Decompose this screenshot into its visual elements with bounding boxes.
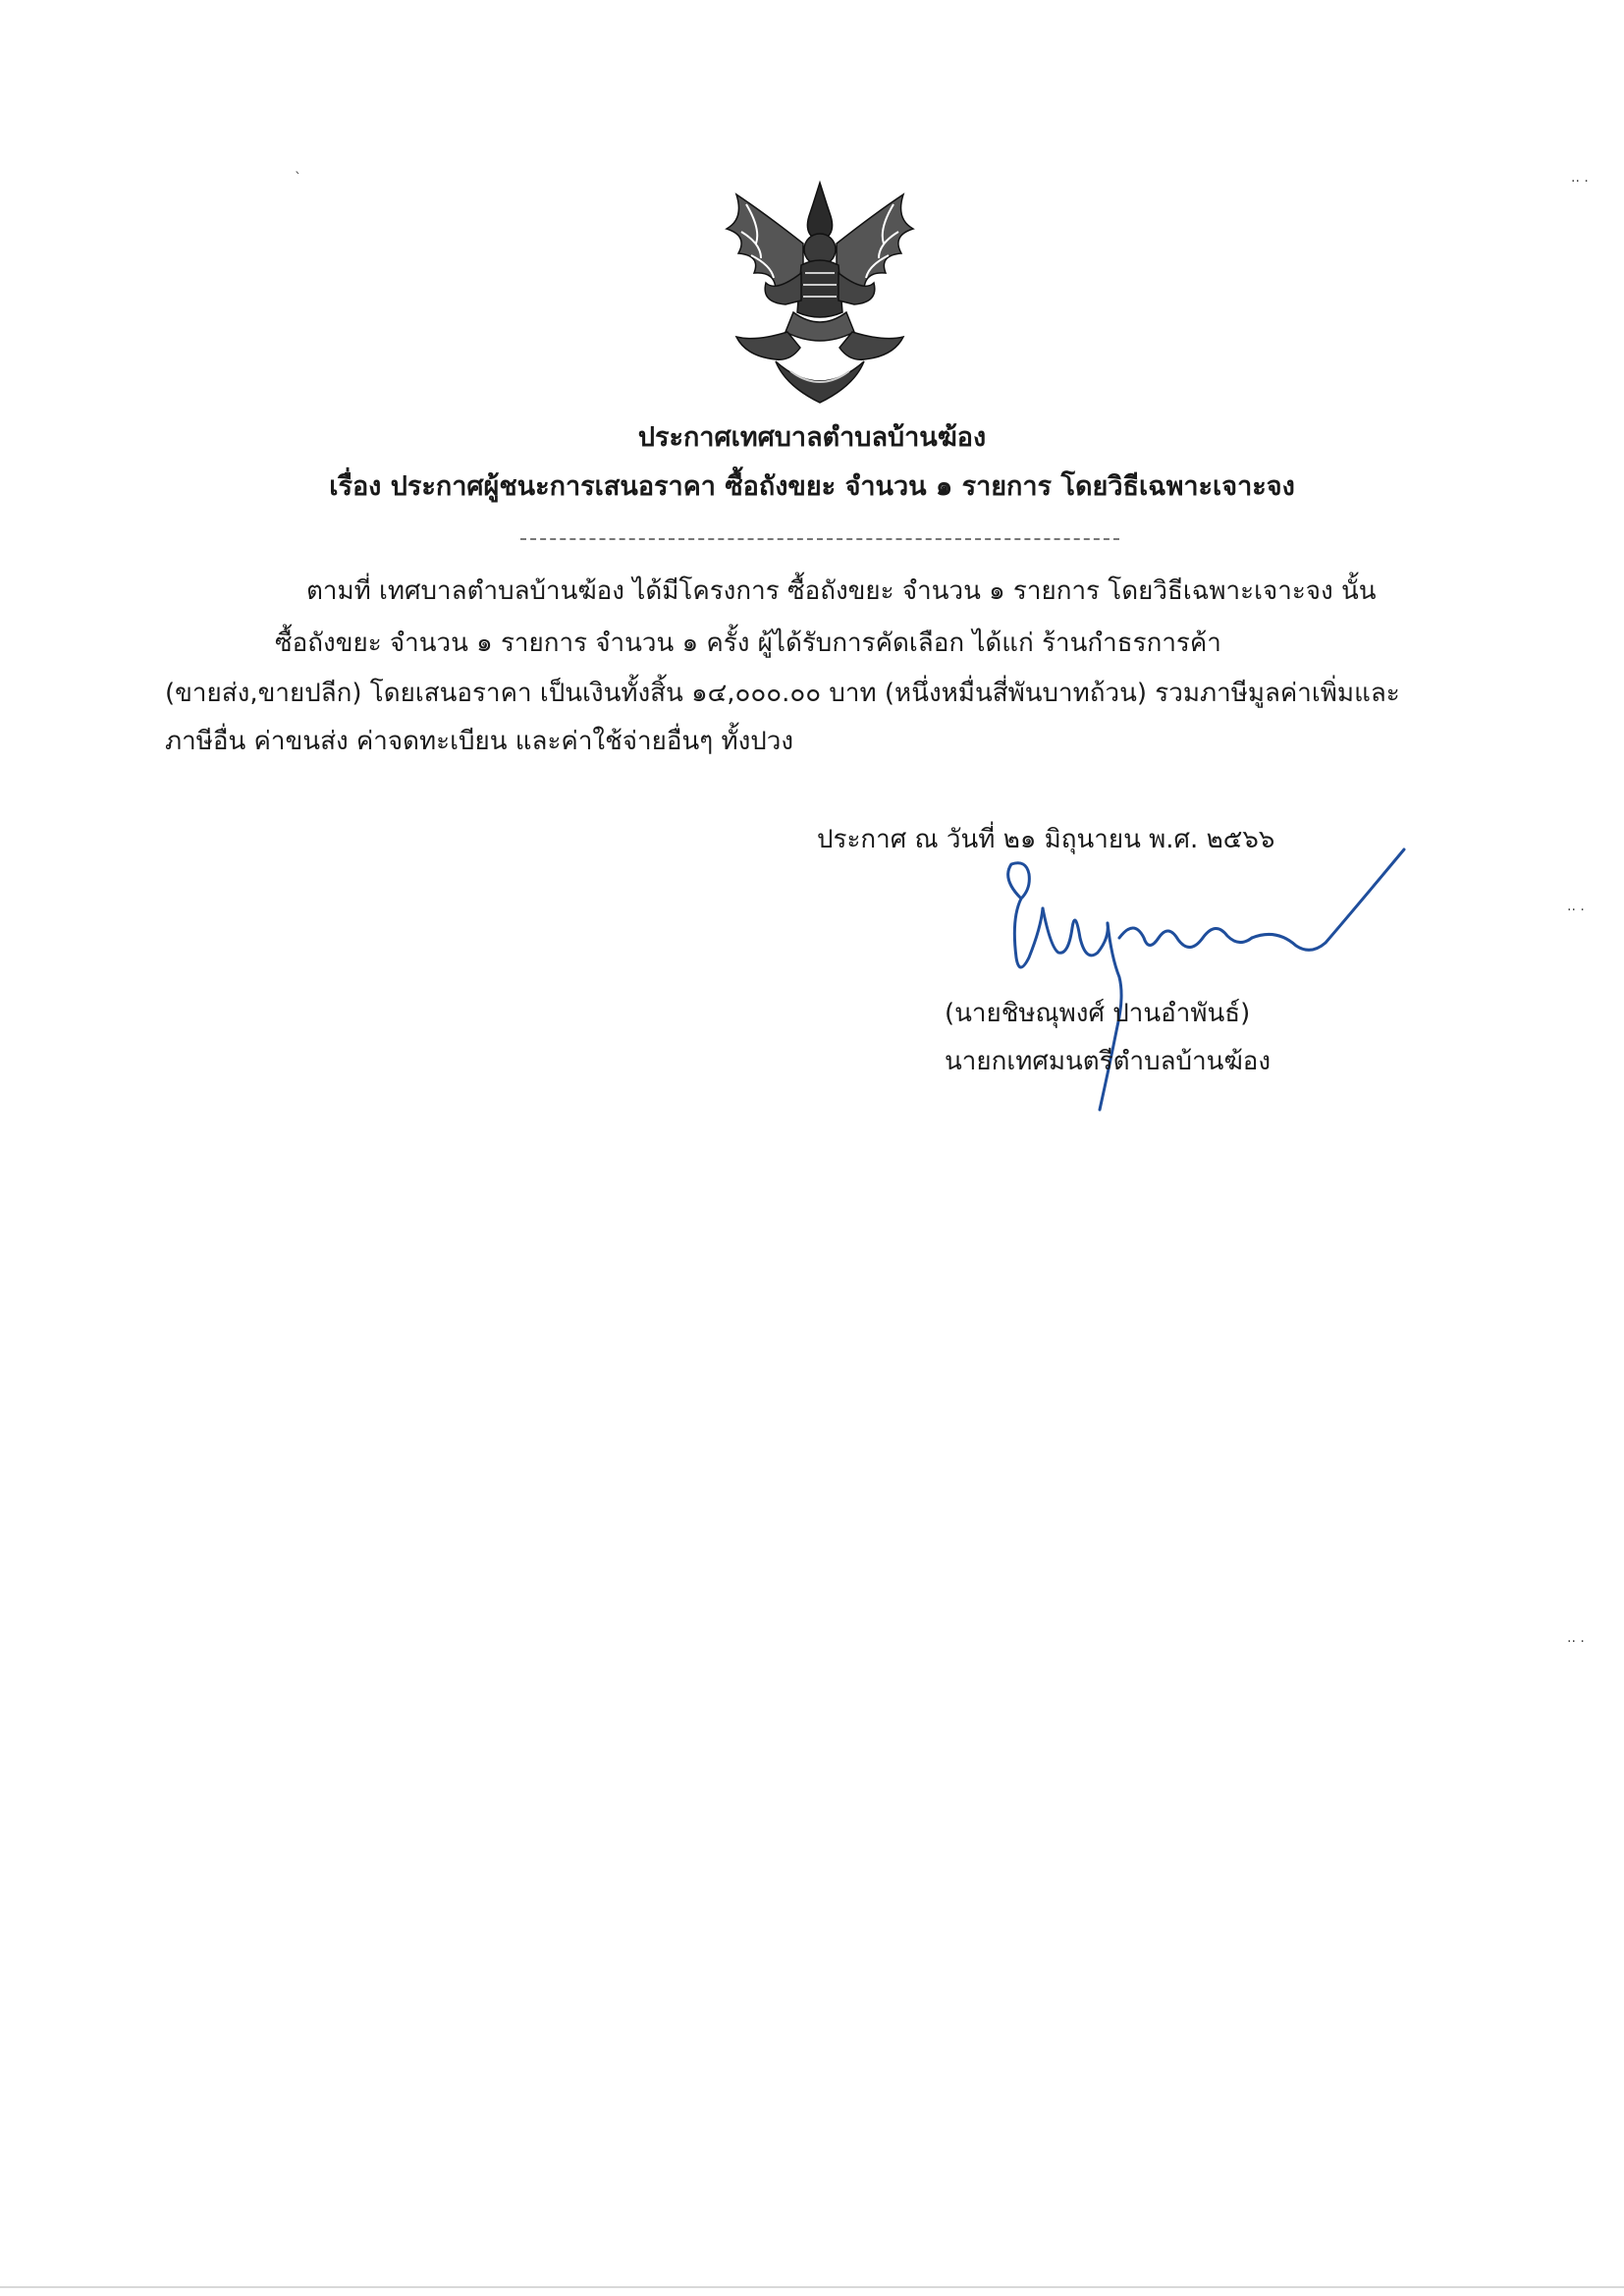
scan-speck: ·· · (1567, 1634, 1585, 1650)
body-line-4: ภาษีอื่น ค่าขนส่ง ค่าจดทะเบียน และค่าใช้จ่ายอื่นๆ ทั้งปวง (165, 727, 794, 756)
garuda-emblem-icon (707, 175, 933, 410)
scan-speck: ·· · (1571, 174, 1589, 190)
signature-icon (982, 830, 1443, 1124)
announcement-title: ประกาศเทศบาลตำบลบ้านฆ้อง (637, 422, 987, 453)
announcement-subject: เรื่อง ประกาศผู้ชนะการเสนอราคา ซื้อถังขยะ จำนวน ๑ รายการ โดยวิธีเฉพาะเจาะจง (329, 471, 1295, 502)
scan-speck: ·· · (1567, 902, 1585, 918)
body-line-3: (ขายส่ง,ขายปลีก) โดยเสนอราคา เป็นเงินทั้งสิ้น ๑๔,๐๐๐.๐๐ บาท (หนึ่งหมื่นสี่พันบาทถ้วน) รวมภาษีมูลค่าเพิ่มและ (165, 679, 1400, 708)
signer-name: (นายชิษณุพงศ์ ปานอำพันธ์) (945, 999, 1251, 1028)
body-line-2: ซื้อถังขยะ จำนวน ๑ รายการ จำนวน ๑ ครั้ง ผู้ได้รับการคัดเลือก ได้แก่ ร้านกำธรการค้า (275, 629, 1221, 658)
announcement-date: ประกาศ ณ วันที่ ๒๑ มิถุนายน พ.ศ. ๒๕๖๖ (817, 825, 1275, 854)
divider (520, 538, 1119, 540)
scan-speck: ˋ (295, 171, 301, 187)
body-line-1: ตามที่ เทศบาลตำบลบ้านฆ้อง ได้มีโครงการ ซื้อถังขยะ จำนวน ๑ รายการ โดยวิธีเฉพาะเจาะจง นั้น (306, 576, 1377, 606)
scan-edge (0, 2286, 1624, 2288)
signer-title: นายกเทศมนตรีตำบลบ้านฆ้อง (945, 1047, 1272, 1076)
